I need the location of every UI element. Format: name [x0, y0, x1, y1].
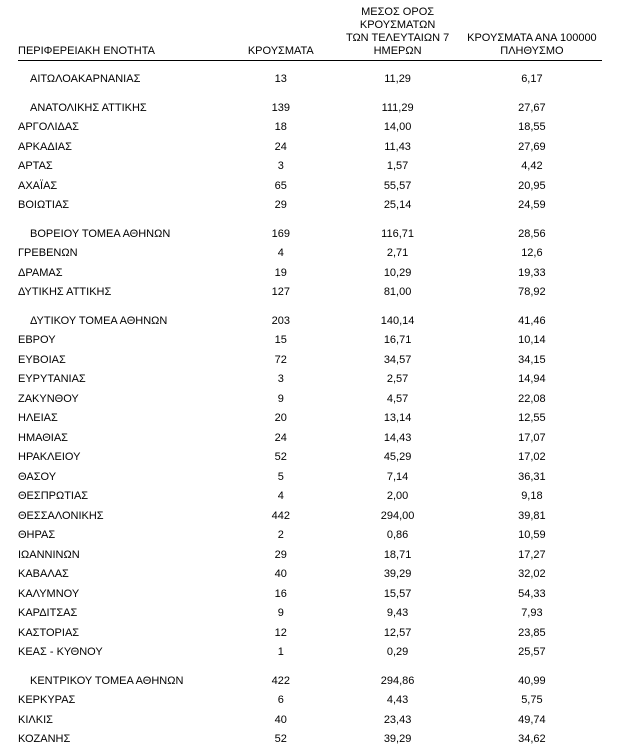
avg7-cell: 14,43 — [383, 431, 412, 444]
spacer-cell — [18, 303, 602, 312]
region-name-cell: ΖΑΚΥΝΘΟΥ — [18, 392, 79, 405]
per100k-cell: 12,55 — [518, 412, 546, 424]
table-row — [18, 691, 602, 711]
table-body — [18, 61, 602, 750]
table-spacer-row — [18, 61, 602, 71]
avg7-cell: 25,14 — [383, 199, 412, 211]
table-header — [18, 6, 602, 61]
region-name-cell: ΚΕΝΤΡΙΚΟΥ ΤΟΜΕΑ ΑΘΗΝΩΝ — [30, 674, 184, 687]
region-name-cell: ΑΡΚΑΔΙΑΣ — [18, 140, 72, 153]
avg7-cell: 18,71 — [383, 548, 412, 561]
cases-cell: 169 — [271, 227, 290, 240]
avg7-cell: 14,00 — [383, 121, 412, 133]
cases-cell: 40 — [274, 713, 287, 726]
cases-cell: 24 — [274, 431, 287, 444]
per100k-cell: 14,94 — [518, 373, 546, 385]
cases-cell: 139 — [271, 101, 290, 114]
per100k-cell: 18,55 — [518, 121, 546, 133]
table-row — [18, 138, 602, 158]
cases-cell: 52 — [274, 451, 287, 463]
cases-cell: 9 — [277, 392, 284, 405]
per100k-cell: 17,27 — [518, 548, 546, 561]
region-name-cell: ΚΕΡΚΥΡΑΣ — [18, 694, 76, 706]
cases-cell: 1 — [277, 646, 284, 658]
avg7-cell: 11,29 — [384, 73, 411, 85]
per100k-cell: 25,57 — [518, 646, 546, 658]
table-row — [18, 283, 602, 303]
avg7-cell: 111,29 — [381, 101, 414, 114]
table-row — [18, 390, 602, 410]
avg7-cell: 294,00 — [380, 509, 415, 522]
table-spacer-row — [18, 90, 602, 99]
spacer-cell — [18, 663, 602, 672]
cases-cell: 19 — [274, 266, 287, 279]
region-name-cell: ΕΥΡΥΤΑΝΙΑΣ — [18, 373, 86, 385]
table-row — [18, 507, 602, 527]
region-name-cell: ΒΟΙΩΤΙΑΣ — [18, 199, 70, 211]
cases-cell: 203 — [271, 314, 290, 327]
per100k-cell: 27,67 — [518, 101, 546, 114]
table-row — [18, 526, 602, 546]
avg7-cell: 11,43 — [384, 140, 411, 153]
region-name-cell: ΑΙΤΩΛΟΑΚΑΡΝΑΝΙΑΣ — [30, 73, 141, 85]
avg7-cell: 12,57 — [383, 626, 412, 639]
avg7-cell: 15,57 — [383, 587, 412, 600]
table-row — [18, 643, 602, 663]
per100k-cell: 34,62 — [518, 733, 546, 745]
avg7-cell: 116,71 — [381, 227, 414, 240]
region-name-cell: ΚΕΑΣ - ΚΥΘΝΟΥ — [18, 646, 103, 658]
table-row — [18, 70, 602, 90]
cases-cell: 9 — [277, 607, 284, 619]
per100k-cell: 40,99 — [518, 674, 546, 687]
table-row — [18, 672, 602, 692]
header-region — [18, 6, 228, 61]
cases-cell: 3 — [277, 373, 284, 385]
header-avg7-line1: ΜΕΣΟΣ ΟΡΟΣ ΚΡΟΥΣΜΑΤΩΝ — [359, 6, 436, 31]
table-row — [18, 429, 602, 449]
region-name-cell: ΗΡΑΚΛΕΙΟΥ — [18, 451, 81, 463]
per100k-cell: 17,07 — [518, 431, 546, 444]
region-name-cell: ΑΡΓΟΛΙΔΑΣ — [18, 121, 79, 133]
avg7-cell: 34,57 — [383, 353, 412, 366]
header-avg7-line2: ΤΩΝ ΤΕΛΕΥΤΑΙΩΝ 7 — [345, 32, 450, 44]
avg7-cell: 4,57 — [386, 392, 409, 405]
cases-cell: 2 — [277, 529, 284, 541]
header-avg7 — [333, 6, 461, 61]
region-name-cell: ΑΝΑΤΟΛΙΚΗΣ ΑΤΤΙΚΗΣ — [30, 101, 147, 114]
per100k-cell: 12,6 — [521, 247, 543, 259]
per100k-cell: 39,81 — [518, 509, 546, 522]
region-name-cell: ΕΥΒΟΙΑΣ — [18, 353, 66, 366]
region-name-cell: ΗΜΑΘΙΑΣ — [18, 431, 68, 444]
per100k-cell: 5,75 — [521, 694, 543, 706]
per100k-cell: 78,92 — [518, 286, 546, 298]
avg7-cell: 0,86 — [386, 529, 409, 541]
per100k-cell: 23,85 — [518, 626, 546, 639]
table-row — [18, 331, 602, 351]
table-row — [18, 585, 602, 605]
per100k-cell: 32,02 — [518, 568, 546, 580]
region-name-cell: ΙΩΑΝΝΙΝΩΝ — [18, 548, 80, 561]
table-row — [18, 624, 602, 644]
per100k-cell: 28,56 — [518, 227, 546, 240]
header-per100k-line1: ΚΡΟΥΣΜΑΤΑ ΑΝΑ 100000 — [467, 32, 597, 44]
per100k-cell: 10,59 — [518, 529, 546, 541]
region-name-cell: ΓΡΕΒΕΝΩΝ — [18, 247, 78, 259]
table-row — [18, 370, 602, 390]
cases-cell: 127 — [271, 286, 290, 298]
header-cases-label: ΚΡΟΥΣΜΑΤΑ — [247, 45, 314, 57]
per100k-cell: 49,74 — [518, 713, 546, 726]
region-name-cell: ΚΑΒΑΛΑΣ — [18, 568, 69, 580]
cases-cell: 29 — [274, 548, 287, 561]
table-row — [18, 157, 602, 177]
cases-cell: 4 — [277, 490, 284, 502]
header-per100k-line2: ΠΛΗΘΥΣΜΟ — [500, 45, 564, 57]
cases-cell: 3 — [277, 160, 284, 172]
avg7-cell: 13,14 — [383, 412, 412, 424]
avg7-cell: 1,57 — [386, 160, 409, 172]
per100k-cell: 20,95 — [518, 179, 546, 192]
avg7-cell: 9,43 — [386, 607, 409, 619]
spacer-cell — [18, 90, 602, 99]
region-name-cell: ΑΡΤΑΣ — [18, 160, 53, 172]
table-row — [18, 487, 602, 507]
region-name-cell: ΕΒΡΟΥ — [18, 334, 56, 346]
per100k-cell: 10,14 — [518, 334, 546, 346]
cases-cell: 16 — [274, 587, 287, 600]
table-row — [18, 565, 602, 585]
avg7-cell: 2,57 — [386, 373, 409, 385]
per100k-cell: 9,18 — [521, 490, 543, 502]
regional-cases-table — [18, 6, 602, 750]
cases-cell: 6 — [277, 694, 284, 706]
cases-cell: 18 — [274, 121, 287, 133]
table-row — [18, 312, 602, 332]
region-name-cell: ΒΟΡΕΙΟΥ ΤΟΜΕΑ ΑΘΗΝΩΝ — [30, 227, 171, 240]
table-row — [18, 711, 602, 731]
cases-cell: 72 — [274, 353, 287, 366]
per100k-cell: 36,31 — [518, 470, 546, 483]
per100k-cell: 54,33 — [518, 587, 546, 600]
per100k-cell: 19,33 — [518, 266, 546, 279]
region-name-cell: ΔΥΤΙΚΗΣ ΑΤΤΙΚΗΣ — [18, 286, 112, 298]
per100k-cell: 17,02 — [518, 451, 546, 463]
avg7-cell: 55,57 — [383, 179, 412, 192]
region-name-cell: ΘΕΣΠΡΩΤΙΑΣ — [18, 490, 89, 502]
table-row — [18, 196, 602, 216]
region-name-cell: ΚΑΡΔΙΤΣΑΣ — [18, 607, 78, 619]
region-name-cell: ΚΙΛΚΙΣ — [18, 713, 53, 726]
avg7-cell: 39,29 — [383, 733, 412, 745]
cases-cell: 40 — [274, 568, 287, 580]
cases-cell: 4 — [277, 247, 284, 259]
table-row — [18, 99, 602, 119]
cases-cell: 15 — [274, 334, 287, 346]
table-row — [18, 264, 602, 284]
avg7-cell: 2,00 — [386, 490, 409, 502]
table-row — [18, 244, 602, 264]
avg7-cell: 81,00 — [383, 286, 412, 298]
region-name-cell: ΘΕΣΣΑΛΟΝΙΚΗΣ — [18, 509, 104, 522]
table-row — [18, 604, 602, 624]
avg7-cell: 7,14 — [386, 470, 409, 483]
region-name-cell: ΘΑΣΟΥ — [18, 470, 57, 483]
avg7-cell: 4,43 — [386, 694, 409, 706]
avg7-cell: 23,43 — [383, 713, 412, 726]
avg7-cell: 0,29 — [386, 646, 409, 658]
cases-cell: 442 — [271, 509, 290, 522]
avg7-cell: 2,71 — [386, 247, 409, 259]
header-per100k — [462, 6, 602, 61]
cases-cell: 52 — [274, 733, 287, 745]
cases-cell: 65 — [274, 179, 287, 192]
cases-cell: 20 — [274, 412, 287, 424]
avg7-cell: 10,29 — [383, 266, 412, 279]
cases-cell: 422 — [271, 674, 290, 687]
region-name-cell: ΔΥΤΙΚΟΥ ΤΟΜΕΑ ΑΘΗΝΩΝ — [30, 314, 168, 327]
per100k-cell: 7,93 — [521, 607, 543, 619]
table-row — [18, 118, 602, 138]
region-name-cell: ΑΧΑΪΑΣ — [18, 179, 58, 192]
header-region-label: ΠΕΡΙΦΕΡΕΙΑΚΗ ΕΝΟΤΗΤΑ — [18, 45, 155, 57]
table-row — [18, 351, 602, 371]
per100k-cell: 6,17 — [521, 73, 543, 85]
table-row — [18, 546, 602, 566]
per100k-cell: 22,08 — [518, 392, 546, 405]
avg7-cell: 140,14 — [380, 314, 415, 327]
spacer-cell — [18, 61, 602, 71]
cases-cell: 24 — [274, 140, 287, 153]
region-name-cell: ΚΑΛΥΜΝΟΥ — [18, 587, 80, 600]
cases-cell: 29 — [274, 199, 287, 211]
region-name-cell: ΔΡΑΜΑΣ — [18, 266, 63, 279]
table-row — [18, 177, 602, 197]
table-row — [18, 730, 602, 750]
per100k-cell: 24,59 — [518, 199, 546, 211]
header-avg7-line3: ΗΜΕΡΩΝ — [373, 45, 422, 57]
table-spacer-row — [18, 663, 602, 672]
table-spacer-row — [18, 216, 602, 225]
table-row — [18, 468, 602, 488]
per100k-cell: 34,15 — [518, 353, 546, 366]
region-name-cell: ΚΑΣΤΟΡΙΑΣ — [18, 626, 80, 639]
cases-cell: 13 — [274, 73, 287, 85]
table-row — [18, 448, 602, 468]
avg7-cell: 294,86 — [380, 674, 415, 687]
spacer-cell — [18, 216, 602, 225]
per100k-cell: 27,69 — [518, 140, 546, 153]
table-row — [18, 225, 602, 245]
avg7-cell: 39,29 — [383, 568, 412, 580]
avg7-cell: 16,71 — [383, 334, 412, 346]
header-cases — [228, 6, 333, 61]
region-name-cell: ΘΗΡΑΣ — [18, 529, 56, 541]
per100k-cell: 41,46 — [518, 314, 546, 327]
region-name-cell: ΗΛΕΙΑΣ — [18, 412, 58, 424]
cases-cell: 5 — [277, 470, 284, 483]
per100k-cell: 4,42 — [521, 160, 543, 172]
region-name-cell: ΚΟΖΑΝΗΣ — [18, 733, 71, 745]
cases-cell: 12 — [274, 626, 287, 639]
table-spacer-row — [18, 303, 602, 312]
table-row — [18, 409, 602, 429]
avg7-cell: 45,29 — [383, 451, 412, 463]
